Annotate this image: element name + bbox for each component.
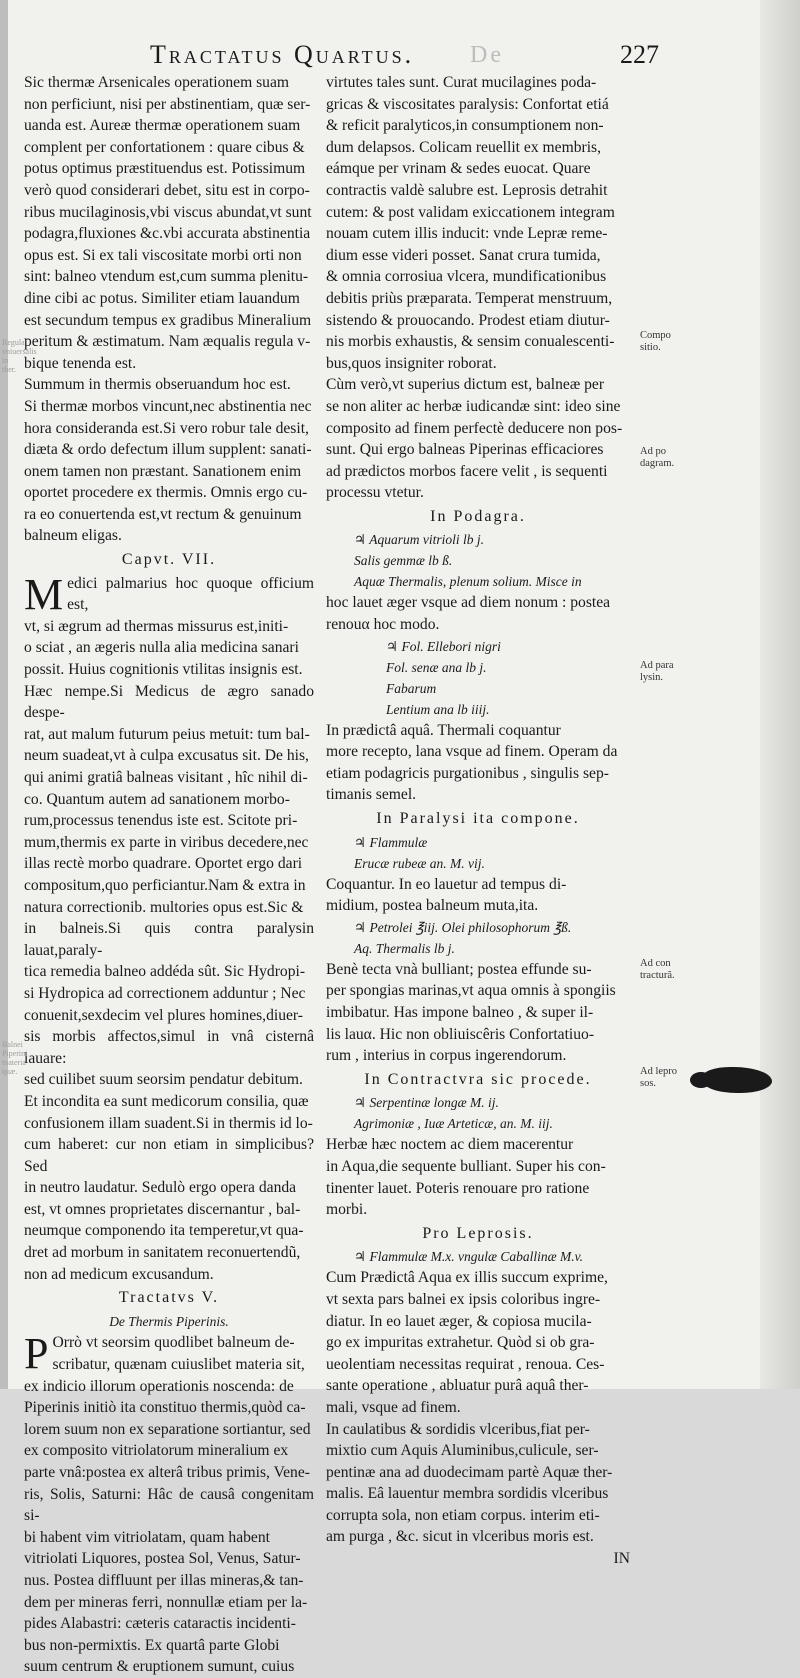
text-line: debitis priùs præparata. Temperat menstruum,	[326, 289, 613, 307]
text-line: sante operatione , abluatur purâ aquâ ther-	[326, 1377, 589, 1395]
text-line: mum,thermis ex parte in viribus decedere,nec	[24, 833, 309, 851]
text-line: ra eo conuertenda est,vt rectum & genuinum	[24, 505, 302, 523]
facing-page-edge	[760, 0, 800, 1389]
drop-cap-p: P	[24, 1329, 49, 1379]
text-line: nouam cutem illis inducit: vnde Lepræ reme-	[326, 225, 608, 243]
treatise-paragraph	[24, 1329, 314, 1678]
text-line: bus,quos insigniter roborat.	[326, 354, 497, 372]
recipe-line: ♃ Aquarum vitrioli lb j.	[354, 532, 484, 548]
text-line: in neutro laudatur. Sedulò ergo opera danda	[24, 1179, 297, 1197]
text-line: parte vnâ:postea ex alterâ tribus primis, Vene-	[24, 1464, 310, 1481]
text-line: processu vtetur.	[326, 484, 424, 502]
text-line: Orrò vt seorsim quodlibet balneum de-	[52, 1334, 295, 1352]
text-line: edici palmarius hoc quoque officium est,	[67, 574, 314, 614]
margin-note-podagram: Ad po dagram.	[640, 446, 675, 469]
text-line: bique tenenda est.	[24, 354, 137, 372]
text-line: rum,processus tenendus iste est. Scitote pri-	[24, 812, 298, 830]
text-line: Hæc nempe.Si Medicus de ægro sanado despe-	[24, 682, 314, 722]
text-line: est, vt omnes proprietates discernantur , bal-	[24, 1200, 301, 1218]
text-line: In prædictâ aquâ. Thermali coquantur	[326, 721, 561, 739]
text-line: ex indicio illorum operationis noscenda: de	[24, 1377, 294, 1395]
text-line: Cùm verò,vt superius dictum est, balneæ per	[326, 376, 605, 394]
text-line: pides Alabastri: cæteris cataractis incidenti-	[24, 1615, 296, 1633]
text-line: suum centrum & eruptionem sumunt, cuius	[24, 1658, 295, 1676]
margin-note-compositio: Compo sitio.	[640, 330, 671, 353]
text-line: dium esse videri posset. Sanat crura tumida,	[326, 246, 601, 264]
text-line: & omnia corrosiua vlcera, mundificationibus	[326, 268, 607, 286]
recipe-podagra-2	[326, 636, 630, 720]
text-line: dret ad morbum in sanitatem reconuertendũ,	[24, 1244, 301, 1262]
text-line: peritum & æstimatum. Nam æqualis regula v-	[24, 333, 311, 351]
margin-note-paralysin: Ad para lysin.	[640, 660, 674, 683]
text-line: sistendo & prouocando. Prodest etiam diutur-	[326, 311, 610, 329]
chapter-paragraph	[24, 569, 314, 1286]
text-line: hoc lauet æger vsque ad diem nonum : postea	[326, 594, 611, 612]
text-line: nus. Postea diffluunt per illas mineras,& tan-	[24, 1571, 304, 1589]
text-line: etiam podagricis purgationibus , singulis sep-	[326, 764, 609, 782]
text-line: mixtio cum Aquis Aluminibus,culicule, ser-	[326, 1442, 599, 1460]
text-line: Si thermæ morbos vincunt,nec abstinentia nec	[24, 397, 312, 415]
running-title: Tractatus Quartus.	[150, 40, 415, 69]
bleed-through-text: De	[470, 42, 504, 68]
text-line: in Aqua,die sequente bulliant. Super his con-	[326, 1157, 606, 1175]
text-line: bus non-permixtis. Ex quartâ parte Globi	[24, 1636, 280, 1654]
text-line: se non aliter ac herbæ iudicandæ sint: ideo sine	[326, 397, 621, 415]
text-line: go ex impuritas extrahetur. Quòd si ob gra-	[326, 1334, 595, 1352]
text-line: dum delapsos. Colicam reuellit ex membris,	[326, 138, 601, 156]
text-line: Summum in thermis obseruandum hoc est.	[24, 376, 291, 394]
recipe-line: Erucæ rubeæ an. M. vij.	[354, 855, 485, 871]
text-line: opus est. Si ex tali viscositate morbi orti non	[24, 246, 302, 264]
recipe-line: Fabarum	[386, 680, 437, 696]
text-line: oportet procedere ex thermis. Omnis ergo cu-	[24, 484, 308, 502]
text-line: est secundum tempus ex gradibus Mineralium	[24, 311, 312, 329]
text-line: nis morbis exhaustis, & sensim conualescenti-	[326, 333, 615, 351]
text-line: in balneis.Si quis contra paralysin lauat,paraly-	[24, 920, 314, 959]
text-line: In caulatibus & sordidis vlceribus,fiat per-	[326, 1420, 590, 1438]
text-line: rum , interius in corpus ingerendorum.	[326, 1047, 567, 1065]
text-line: ueolentiam necessitas requirat , renoua. Ces-	[326, 1355, 605, 1373]
treatise-subtitle: De Thermis Piperinis.	[109, 1313, 229, 1329]
text-line: confusionem illam suadent.Si in thermis id lo-	[24, 1114, 313, 1132]
text-line: Coquantur. In eo lauetur ad tempus di-	[326, 875, 567, 893]
text-line: imbibatur. Has impone balneo , & super il-	[326, 1004, 594, 1021]
recipe-contractura	[326, 1092, 630, 1134]
recipe-line: Agrimoniæ , Iuæ Arteticæ, an. M. iij.	[354, 1116, 553, 1132]
text-line: mali, vsque ad finem.	[326, 1398, 461, 1416]
recipe-line: Salis gemmæ lb ß.	[354, 553, 453, 569]
text-line: renouα hoc modo.	[326, 616, 440, 634]
text-line: malis. Eâ lauentur membra sordidis vlceribus	[326, 1485, 609, 1503]
text-line: hora consideranda est.Si vero robur tale desit,	[24, 419, 309, 437]
section-heading-contractura: In Contractvra sic procede.	[364, 1070, 592, 1088]
text-line: tinenter lauet. Poteris renouare pro ratione	[326, 1179, 590, 1197]
section-heading-podagra: In Podagra.	[430, 507, 526, 525]
recipe-line: Fol. senæ ana lb j.	[386, 659, 487, 675]
text-line: more recepto, lana vsque ad finem. Operam da	[326, 743, 618, 761]
text-line: scribatur, quænam cuiuslibet materia sit,	[52, 1356, 305, 1374]
text-line: si Hydropica ad correctionem adduntur ; Nec	[24, 984, 306, 1002]
ink-blot-small	[690, 1072, 712, 1088]
recipe-line: ♃ Serpentinæ longæ M. ij.	[354, 1095, 499, 1111]
margin-note-contracturam: Ad con tractură.	[640, 958, 675, 981]
text-line: ex composito vitriolatorum mineralium ex	[24, 1442, 289, 1460]
text-line: eámque per vrinam & sedes euocat. Quare	[326, 160, 591, 178]
text-line: rat, aut malum futurum peius metuit: tum bal-	[24, 725, 310, 743]
text-line: neum suadeat,vt à culpa excusatus sit. De his,	[24, 747, 309, 765]
text-line: sis morbis affectos,simul in vnâ cisternâ lauare:	[24, 1028, 314, 1067]
text-line: lorem suum non ex separatione sortiantur, sed	[24, 1420, 311, 1438]
text-line: illas rectè morbo quadrare. Oportet ergo dari	[24, 855, 303, 873]
text-line: & reficit paralyticos,in consumptionem non-	[326, 117, 604, 135]
section-heading-paralysi: In Paralysi ita compone.	[376, 810, 580, 828]
text-line: vitriolati Liquores, postea Sol, Venus, Satur-	[24, 1550, 301, 1568]
virtues-paragraph	[326, 72, 630, 504]
text-line: ribus mucilaginosis,vbi viscus abundat,vt sunt	[24, 203, 312, 221]
text-line: non perficiunt, nisi per abstinentiam, quæ ser-	[24, 95, 311, 113]
text-line: am purga , &c. sicut in vlceribus moris est.	[326, 1528, 594, 1546]
recipe-line: Aq. Thermalis lb j.	[354, 940, 455, 956]
text-line: uanda est. Aureæ thermæ operationem suam	[24, 117, 301, 135]
text-line: verò quod considerari debet, situ est in corpo-	[24, 181, 310, 199]
text-line: conuenit,sexdecim vel plures homines,diuer-	[24, 1006, 303, 1024]
drop-cap: M	[24, 569, 64, 619]
left-margin-note-balnei: Balnei Piperini materia quæ.	[2, 1040, 28, 1076]
recipe-text	[326, 874, 630, 917]
text-line: Cum Prædictâ Aqua ex illis succum exprime,	[326, 1269, 608, 1287]
text-line: composito ad finem perfectè deducere non pos-	[326, 419, 623, 437]
recipe-text	[326, 959, 630, 1067]
text-line: podagra,fluxiones &c.vbi accurata abstinentia	[24, 225, 311, 243]
text-line: compositum,quo perficiantur.Nam & extra in	[24, 876, 306, 894]
text-line: contractis valdè salubre est. Leprosis detrahit	[326, 181, 608, 199]
text-line: Sic thermæ Arsenicales operationem suam	[24, 74, 290, 91]
recipe-paralysi-2	[326, 917, 630, 959]
recipe-line: ♃ Petrolei ℥iij. Olei philosophorum ℥ß.	[354, 919, 572, 935]
recipe-lepra: ♃ Flammulæ M.x. vngulæ Caballinæ M.v.	[354, 1249, 583, 1265]
page-header	[0, 38, 800, 72]
left-column	[24, 72, 314, 1678]
text-line: Et incondita ea sunt medicorum consilia, quæ	[24, 1092, 309, 1110]
recipe-text	[326, 1267, 630, 1548]
page-gutter	[0, 0, 8, 1389]
section-heading-lepra: Pro Leprosis.	[422, 1224, 534, 1242]
treatise-heading: Tractatvs V.	[118, 1289, 220, 1307]
recipe-text	[326, 592, 630, 635]
text-line: Herbæ hæc noctem ac diem macerentur	[326, 1136, 574, 1154]
text-line: neumque componendo ita temperetur,vt qua-	[24, 1222, 304, 1240]
chapter-heading: Capvt. VII.	[121, 551, 217, 569]
text-line: ad prædictos morbos facere velit , is sequenti	[326, 462, 608, 480]
recipe-line: Aquæ Thermalis, plenum solium. Misce in	[354, 574, 582, 590]
text-line: cum haberet: cur non etiam in simplicibus? Sed	[24, 1136, 314, 1175]
margin-note-leprosos: Ad lepro sos.	[640, 1066, 678, 1089]
text-line: corrupta sola, non etiam corpus. interim eti-	[326, 1506, 600, 1524]
catchword: IN	[613, 1550, 630, 1568]
text-line: vt, si ægrum ad thermas missurus est,initi-	[24, 617, 289, 635]
recipe-line: Lentium ana lb iiij.	[386, 701, 490, 717]
text-line: dem per mineras ferri, nonnullæ etiam per la-	[24, 1593, 308, 1611]
text-line: gricas & viscositates paralysis: Confortat etiá	[326, 95, 609, 113]
left-paragraph	[24, 72, 314, 547]
text-line: timanis semel.	[326, 786, 417, 804]
text-line: diæta & ordo defectum illum supplent: sanati-	[24, 441, 312, 459]
text-line: virtutes tales sunt. Curat mucilagines poda-	[326, 74, 597, 91]
text-line: sint: balneo vtendum est,cum summa plenitu-	[24, 268, 309, 286]
text-line: o sciat , an ægeris nulla alia medicina sanari	[24, 639, 299, 657]
text-line: balneum eligas.	[24, 527, 122, 545]
ink-blot	[702, 1067, 772, 1093]
text-line: cutem: & post validam exiccationem integram	[326, 203, 615, 221]
recipe-paralysi	[326, 832, 630, 874]
text-line: midium, postea balneum muta,ita.	[326, 897, 539, 915]
text-line: lis lauα. Hic non obliuiscêris Confortatiuo-	[326, 1025, 595, 1043]
text-line: possit. Huius cognitionis vtilitas insignis est.	[24, 661, 303, 679]
text-line: complent per confortationem : quare cibus &	[24, 138, 305, 156]
text-line: Piperinis initiò ita constituo thermis,quòd ca-	[24, 1399, 306, 1417]
text-line: ris, Solis, Saturni: Hâc de causâ congenitam si-	[24, 1485, 314, 1525]
page-number: 227	[620, 40, 659, 69]
recipe-line: ♃ Fol. Ellebori nigri	[386, 638, 501, 654]
text-line: diatur. In eo lauet æger, & copiosa mucila-	[326, 1312, 592, 1330]
text-line: pentinæ ana ad duodecimam partè Aquæ ther-	[326, 1463, 613, 1481]
text-line: non ad medicum excusandum.	[24, 1265, 214, 1283]
text-line: dine cibi ac potus. Similiter etiam lauandum	[24, 289, 300, 307]
text-line: sunt. Qui ergo balneas Piperinas efficaciores	[326, 441, 604, 459]
left-margin-note-regula: Regula vniuersalis in ther.	[2, 338, 37, 374]
recipe-text	[326, 1134, 630, 1220]
recipe-text	[326, 720, 630, 806]
text-line: morbi.	[326, 1201, 368, 1219]
text-line: qui animi gratiâ balneas visitant , hîc nihil di-	[24, 769, 308, 786]
text-line: sed cuilibet suum seorsim pendatur debitum.	[24, 1071, 303, 1089]
text-line: Benè tecta vnà bulliant; postea effunde su-	[326, 960, 592, 978]
text-line: per spongias marinas,vt aqua omnis à spongiis	[326, 982, 616, 1000]
text-line: onem tamen non præstant. Sanationem enim	[24, 462, 302, 480]
text-line: potus optimus præstituendus est. Potissimum	[24, 160, 306, 178]
text-line: natura correctionib. multories opus est.Sic &	[24, 898, 304, 916]
text-line: co. Quantum autem ad sanationem morbo-	[24, 790, 290, 808]
recipe-line: ♃ Flammulæ	[354, 834, 428, 850]
text-line: vt sexta pars balnei ex ipsis coloribus ingre-	[326, 1290, 601, 1308]
recipe-podagra	[326, 529, 630, 592]
right-column	[326, 72, 630, 1570]
text-line: bi habent vim vitriolatam, quam habent	[24, 1528, 270, 1546]
text-line: tica remedia balneo addéda sût. Sic Hydropi-	[24, 963, 306, 981]
